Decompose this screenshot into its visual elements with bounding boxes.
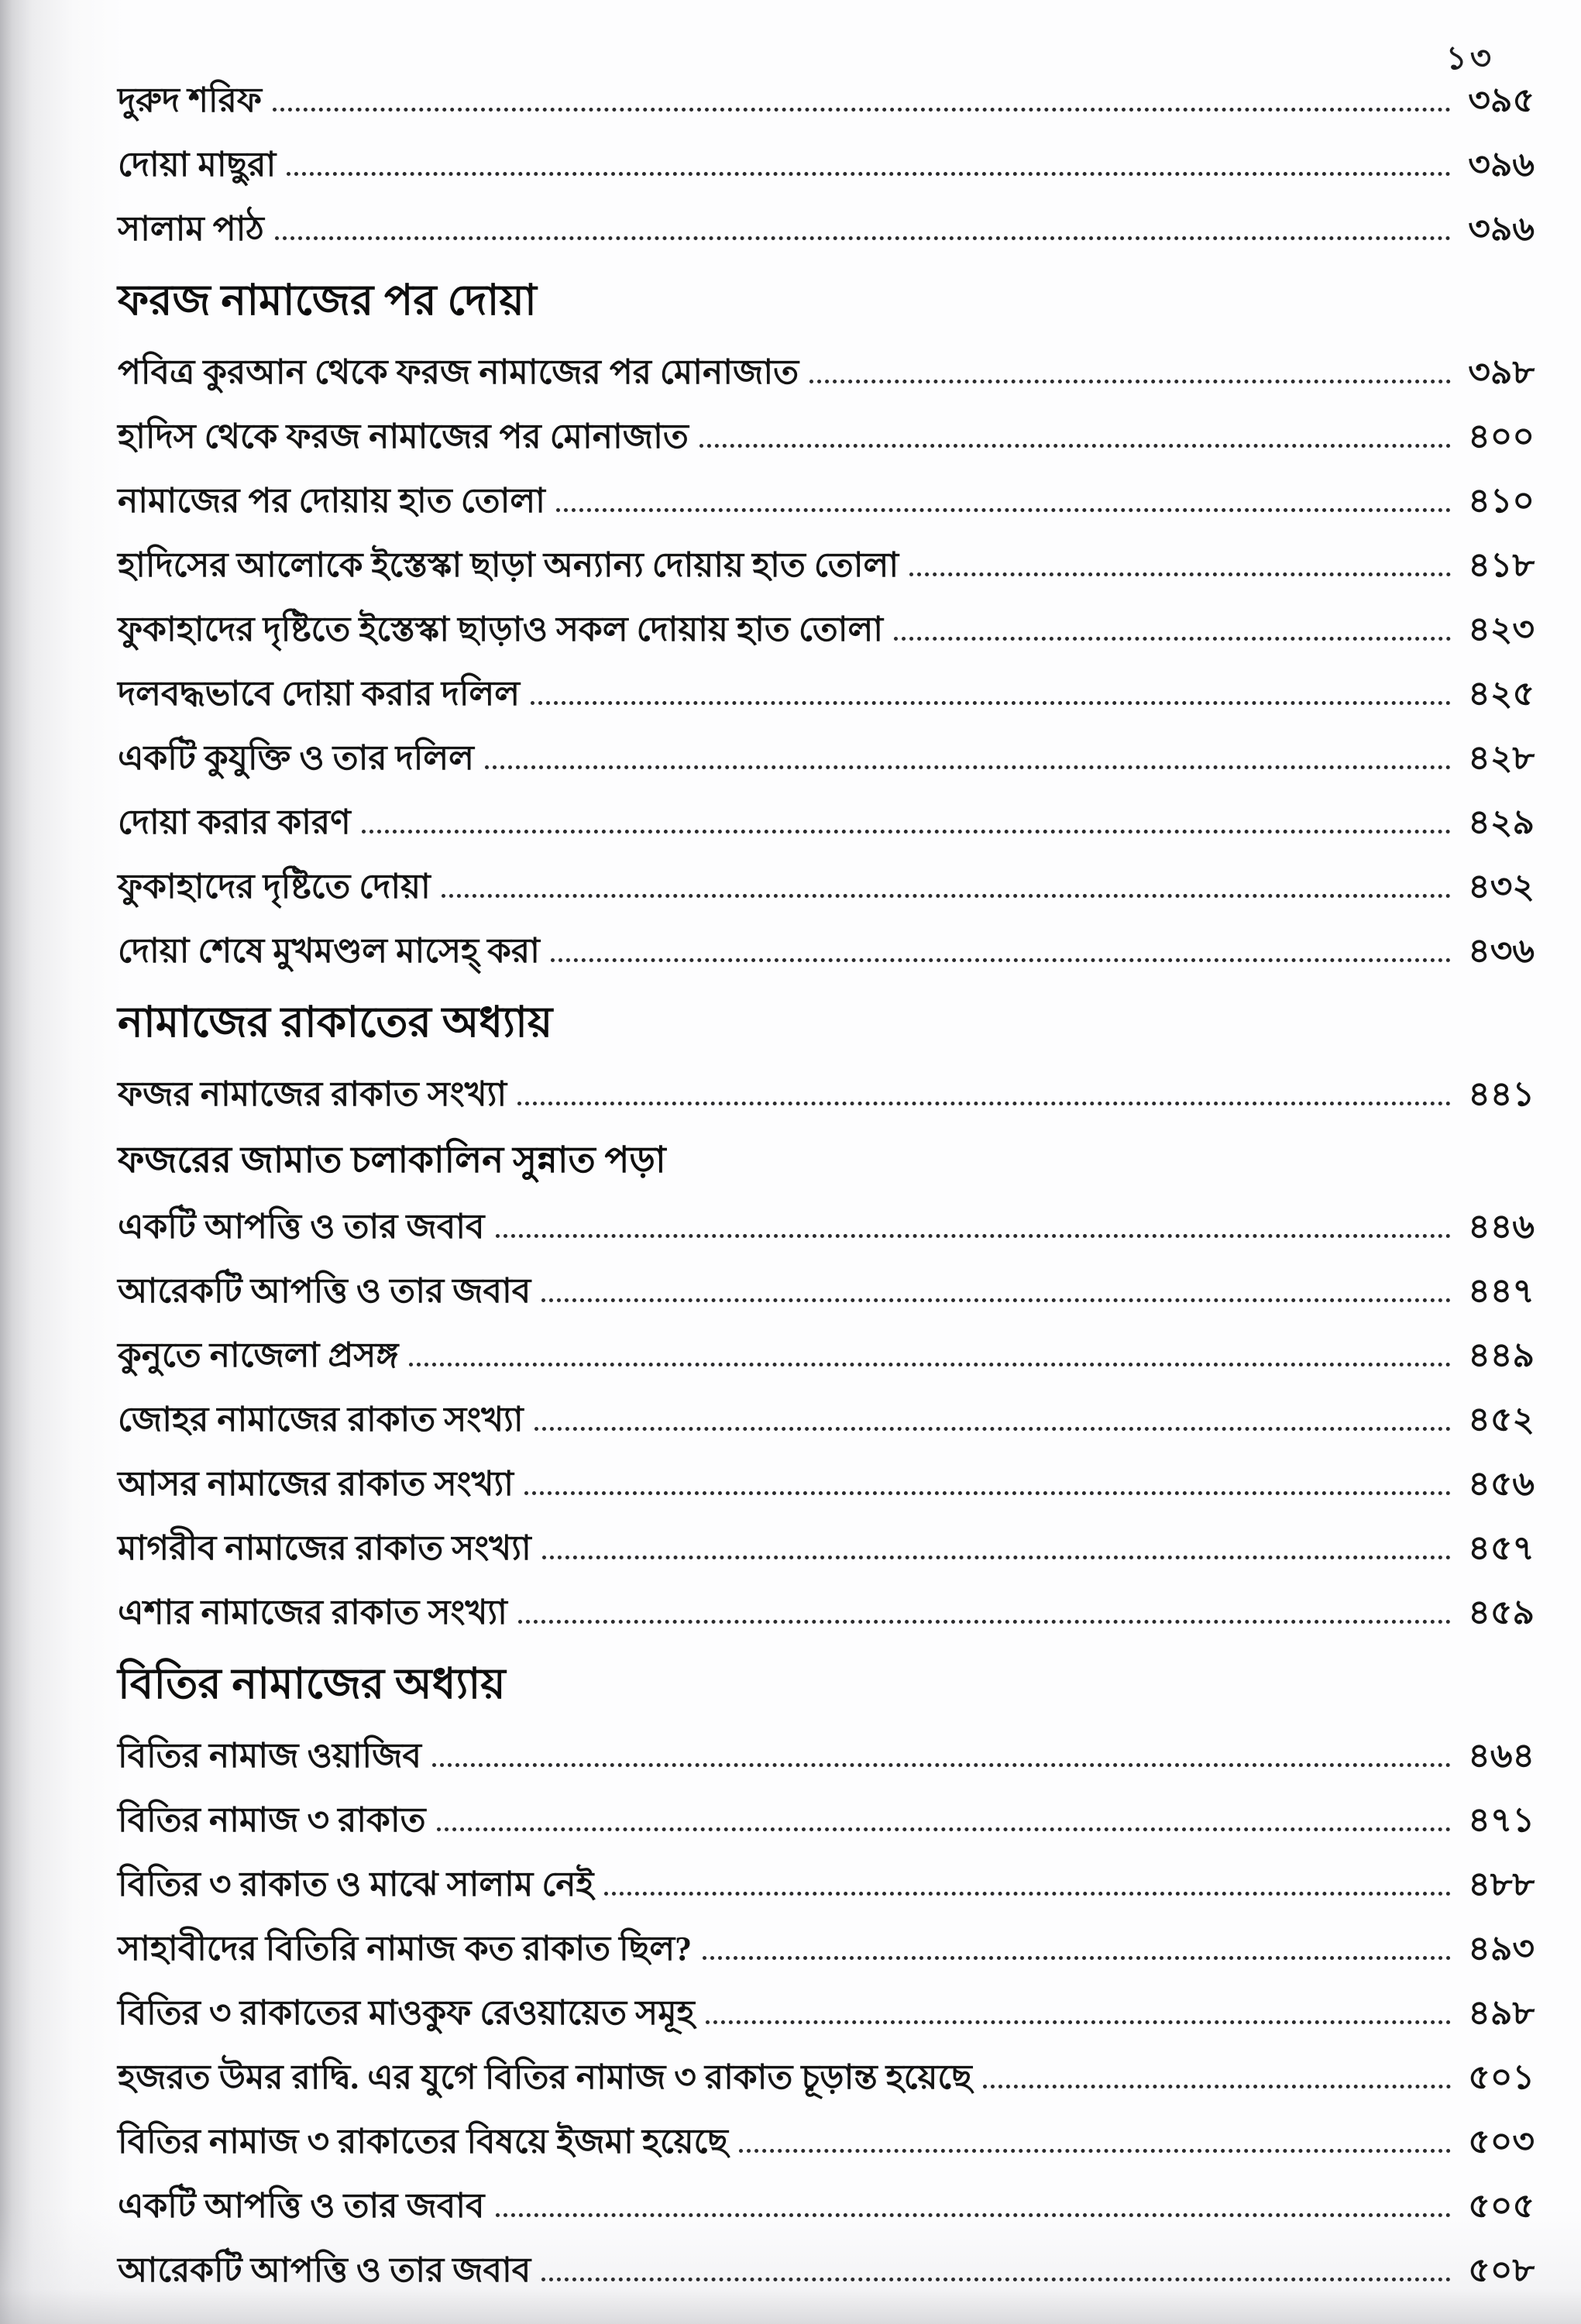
dot-leader	[409, 1363, 1451, 1367]
toc-entry	[118, 340, 1535, 404]
dot-leader	[518, 1620, 1451, 1624]
toc-entry-title: একটি আপত্তি ও তার জবাব	[118, 2187, 485, 2225]
toc-entry-page: ৫০৩	[1468, 2123, 1535, 2161]
toc-entry	[118, 1062, 1535, 1126]
toc-entry	[118, 1452, 1535, 1516]
dot-leader	[362, 830, 1451, 834]
toc-entry	[118, 1917, 1535, 1981]
toc-entry-title: দলবদ্ধভাবে দোয়া করার দলিল	[118, 675, 521, 713]
dot-leader	[432, 1763, 1451, 1767]
toc-entry-title: হাদিসের আলোকে ইস্তেস্কা ছাড়া অন্যান্য দোয়ায় হাত তোলা	[118, 546, 899, 584]
toc-entry-title: আরেকটি আপত্তি ও তার জবাব	[118, 2251, 531, 2289]
toc-entry	[118, 662, 1535, 726]
toc-entry-title: একটি আপত্তি ও তার জবাব	[118, 1208, 485, 1246]
toc-entry	[118, 1852, 1535, 1917]
dot-leader	[809, 380, 1451, 383]
dot-leader	[541, 2278, 1451, 2281]
toc-entry-title: বিতির নামাজ ৩ রাকাতের বিষয়ে ইজমা হয়েছে	[118, 2123, 728, 2161]
toc-entry	[118, 1259, 1535, 1323]
toc-entry-page: ৪২৮	[1468, 739, 1535, 777]
section-subheading-title: ফজরের জামাত চলাকালিন সুন্নাত পড়া	[118, 1140, 666, 1181]
toc-entry-page: ৪৮৮	[1468, 1865, 1535, 1903]
dot-leader	[556, 508, 1451, 512]
toc-entry-page: ৪৪৯	[1468, 1336, 1535, 1374]
toc-entry-title: ফুকাহাদের দৃষ্টিতে ইস্তেস্কা ছাড়াও সকল দোয়ায় হাত তোলা	[118, 610, 884, 648]
section-heading	[118, 261, 1535, 340]
toc-entry	[118, 68, 1535, 132]
toc-entry	[118, 1580, 1535, 1645]
toc-entry	[118, 1788, 1535, 1852]
dot-leader	[706, 2020, 1451, 2024]
toc-entry	[118, 1387, 1535, 1452]
toc-entry-page: ৩৯৬	[1468, 210, 1535, 248]
toc-entry	[118, 919, 1535, 983]
section-heading	[118, 1645, 1535, 1724]
toc-entry	[118, 132, 1535, 197]
toc-entry-title: সালাম পাঠ	[118, 210, 264, 248]
toc-entry-page: ৪০০	[1468, 418, 1535, 456]
toc-entry-page: ৪৫৯	[1468, 1593, 1535, 1631]
toc-entry	[118, 790, 1535, 854]
toc-entry-page: ৪৫২	[1468, 1401, 1535, 1439]
toc-entry-title: দোয়া করার কারণ	[118, 803, 351, 841]
toc-entry-page: ৪৪৭	[1468, 1272, 1535, 1310]
toc-entry-page: ৪৩৬	[1468, 932, 1535, 970]
toc-entry	[118, 1981, 1535, 2045]
toc-entry-title: হাদিস থেকে ফরজ নামাজের পর মোনাজাত	[118, 418, 689, 456]
toc-entry-title: ফুকাহাদের দৃষ্টিতে দোয়া	[118, 868, 431, 906]
dot-leader	[496, 1234, 1451, 1238]
toc-entry-title: কুনুতে নাজেলা প্রসঙ্গ	[118, 1336, 399, 1374]
dot-leader	[273, 108, 1451, 112]
toc-entry-page: ৪৭১	[1468, 1801, 1535, 1839]
toc-entry-page: ৪২৫	[1468, 675, 1535, 713]
toc-entry-title: আসর নামাজের রাকাত সংখ্যা	[118, 1465, 514, 1503]
section-heading-title: বিতির নামাজের অধ্যায়	[118, 1660, 506, 1707]
toc-entry-title: মাগরীব নামাজের রাকাত সংখ্যা	[118, 1529, 531, 1567]
dot-leader	[909, 572, 1451, 576]
dot-leader	[604, 1892, 1451, 1896]
dot-leader	[524, 1491, 1451, 1495]
dot-leader	[541, 1298, 1451, 1302]
dot-leader	[534, 1427, 1451, 1431]
toc-entry	[118, 1516, 1535, 1580]
dot-leader	[275, 236, 1451, 240]
toc-entry-page: ৪১৮	[1468, 546, 1535, 584]
dot-leader	[703, 1956, 1451, 1960]
dot-leader	[894, 637, 1451, 641]
toc-entry	[118, 597, 1535, 662]
section-heading	[118, 983, 1535, 1062]
toc-entry-page: ৪৪৬	[1468, 1208, 1535, 1246]
toc-entry-title: সাহাবীদের বিতিরি নামাজ কত রাকাত ছিল?	[118, 1930, 693, 1968]
toc-entry	[118, 2238, 1535, 2302]
dot-leader	[485, 765, 1451, 769]
toc-entry-title: একটি কুযুক্তি ও তার দলিল	[118, 739, 474, 777]
toc-entry-page: ৪৫৬	[1468, 1465, 1535, 1503]
toc-entry	[118, 2109, 1535, 2174]
toc-entry	[118, 2174, 1535, 2238]
toc-entry-title: হজরত উমর রাদ্বি. এর যুগে বিতির নামাজ ৩ রাকাত চূড়ান্ত হয়েছে	[118, 2058, 972, 2096]
toc-entry-page: ৪২৩	[1468, 610, 1535, 648]
dot-leader	[551, 958, 1451, 962]
toc-entry-page: ৪১০	[1468, 482, 1535, 520]
dot-leader	[437, 1827, 1451, 1831]
dot-leader	[542, 1556, 1451, 1559]
toc-entry	[118, 404, 1535, 469]
toc-entry-page: ৩৯৮	[1468, 353, 1535, 391]
toc-entry	[118, 1724, 1535, 1788]
toc-entry	[118, 469, 1535, 533]
toc-entry-title: জোহর নামাজের রাকাত সংখ্যা	[118, 1401, 524, 1439]
section-subheading	[118, 1126, 1535, 1195]
toc-entry-page: ৪৯৮	[1468, 1994, 1535, 2032]
dot-leader	[496, 2213, 1451, 2217]
dot-leader	[517, 1102, 1451, 1105]
dot-leader	[287, 172, 1451, 176]
toc-entry	[118, 1323, 1535, 1387]
dot-leader	[442, 894, 1451, 898]
toc-entry-page: ৫০৮	[1468, 2251, 1535, 2289]
toc-entry-page: ৫০৫	[1468, 2187, 1535, 2225]
toc-entry-page: ৪৩২	[1468, 868, 1535, 906]
toc-entry-page: ৪৫৭	[1468, 1529, 1535, 1567]
toc-entry-title: দোয়া শেষে মুখমণ্ডল মাসেহ্ করা	[118, 932, 540, 970]
toc-list	[118, 68, 1535, 2302]
dot-leader	[531, 701, 1451, 705]
dot-leader	[699, 444, 1451, 448]
toc-entry-title: দোয়া মাছুরা	[118, 146, 277, 184]
toc-entry-page: ৪৪১	[1468, 1075, 1535, 1113]
toc-entry-page: ৫০১	[1468, 2058, 1535, 2096]
toc-entry	[118, 533, 1535, 597]
toc-entry-title: বিতির নামাজ ওয়াজিব	[118, 1737, 421, 1775]
toc-entry-page: ৪৯৩	[1468, 1930, 1535, 1968]
toc-entry-title: আরেকটি আপত্তি ও তার জবাব	[118, 1272, 531, 1310]
dot-leader	[739, 2149, 1451, 2153]
dot-leader	[983, 2085, 1451, 2089]
toc-entry	[118, 854, 1535, 919]
toc-entry-page: ৪৬৪	[1468, 1737, 1535, 1775]
page-number: ১৩	[1445, 41, 1494, 77]
toc-entry-title: দুরুদ শরিফ	[118, 81, 262, 119]
toc-entry-page: ৪২৯	[1468, 803, 1535, 841]
toc-entry-page: ৩৯৫	[1468, 81, 1535, 119]
toc-entry-title: বিতির ৩ রাকাতের মাওকুফ রেওয়ায়েত সমূহ	[118, 1994, 695, 2032]
toc-entry	[118, 1195, 1535, 1259]
toc-entry-title: বিতির ৩ রাকাত ও মাঝে সালাম নেই	[118, 1865, 594, 1903]
toc-entry-title: ফজর নামাজের রাকাত সংখ্যা	[118, 1075, 507, 1113]
toc-entry	[118, 726, 1535, 790]
toc-entry-title: নামাজের পর দোয়ায় হাত তোলা	[118, 482, 545, 520]
section-heading-title: ফরজ নামাজের পর দোয়া	[118, 277, 537, 324]
toc-entry-title: পবিত্র কুরআন থেকে ফরজ নামাজের পর মোনাজাত	[118, 353, 799, 391]
toc-entry-title: এশার নামাজের রাকাত সংখ্যা	[118, 1593, 507, 1631]
toc-entry	[118, 197, 1535, 261]
toc-entry-page: ৩৯৬	[1468, 146, 1535, 184]
section-heading-title: নামাজের রাকাতের অধ্যায়	[118, 999, 553, 1046]
toc-entry	[118, 2045, 1535, 2109]
toc-entry-title: বিতির নামাজ ৩ রাকাত	[118, 1801, 426, 1839]
